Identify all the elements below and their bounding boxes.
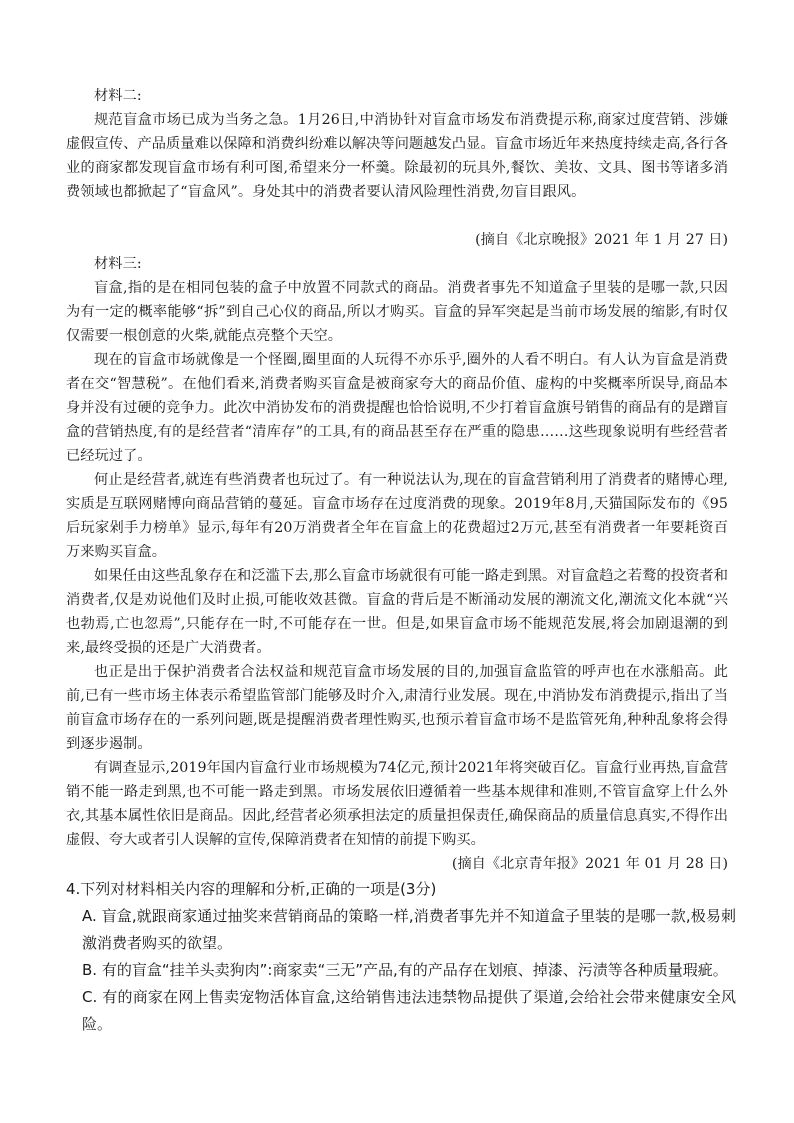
option-label: C.	[82, 988, 98, 1006]
material2-heading: 材料二:	[94, 88, 142, 104]
material3-paragraph: 如果任由这些乱象存在和泛滥下去,那么盲盒市场就很有可能一路走到黑。对盲盒趋之若鹜的投资者和消费者,仅是劝说他们及时止损,可能收效甚微。盲盒的背后是不断涌动发展的潮流文化,潮流文化本就“兴也勃焉,亡也忽焉”,只能存在一时,不可能存在一世。但是,如果盲盒市场不能规范发展,将会加剧退潮的到来,最终受损的还是广大消费者。	[66, 568, 728, 656]
option-label: A.	[82, 907, 97, 925]
material3-paragraph: 有调查显示,2019年国内盲盒行业市场规模为74亿元,预计2021年将突破百亿。盲盒行业再热,盲盒营销不能一路走到黑,也不可能一路走到黑。市场发展依旧遵循着一些基本规律和准则,不管盲盒穿上什么外衣,其基本属性依旧是商品。因此,经营者必须承担法定的质量担保责任,确保商品的质量信息真实,不得作出虚假、夸大或者引人误解的宣传,保障消费者在知情的前提下购买。	[66, 760, 728, 848]
option-b	[66, 957, 736, 984]
material3-paragraph: 何止是经营者,就连有些消费者也玩过了。有一种说法认为,现在的盲盒营销利用了消费者的赌博心理,实质是互联网赌博向商品营销的蔓延。盲盒市场存在过度消费的现象。2019年8月,天猫国际发布的《95后玩家剁手力榜单》显示,每年有20万消费者全年在盲盒上的花费超过2万元,甚至有消费者一年要耗资百万来购买盲盒。	[66, 472, 728, 560]
option-text: 有的商家在网上售卖宠物活体盲盒,这给销售违法违禁物品提供了渠道,会给社会带来健康安全风险。	[82, 988, 736, 1033]
option-text: 盲盒,就跟商家通过抽奖来营销商品的策略一样,消费者事先并不知道盒子里装的是哪一款,极易刺激消费者购买的欲望。	[82, 907, 736, 952]
option-c	[66, 984, 736, 1038]
material2-source: (摘自《北京晚报》2021 年 1 月 27 日)	[475, 232, 728, 248]
material3-paragraph: 也正是出于保护消费者合法权益和规范盲盒市场发展的目的,加强盲盒监管的呼声也在水涨船高。此前,已有一些市场主体表示希望监管部门能够及时介入,肃清行业发展。现在,中消协发布消费提示,指出了当前盲盒市场存在的一系列问题,既是提醒消费者理性购买,也预示着盲盒市场不是监管死角,种种乱象将会得到逐步遏制。	[66, 664, 728, 752]
question-4	[66, 876, 736, 1038]
question-stem: 4.下列对材料相关内容的理解和分析,正确的一项是(3分)	[66, 880, 437, 898]
option-label: B.	[82, 961, 98, 979]
material3-paragraph: 现在的盲盒市场就像是一个怪圈,圈里面的人玩得不亦乐乎,圈外的人看不明白。有人认为盲盒是消费者在交“智慧税”。在他们看来,消费者购买盲盒是被商家夸大的商品价值、虚构的中奖概率所误导,商品本身并没有过硬的竞争力。此次中消协发布的消费提醒也恰恰说明,不少打着盲盒旗号销售的商品有的是蹭盲盒的营销热度,有的是经营者“清库存”的工具,有的商品甚至存在严重的隐患……这些现象说明有些经营者已经玩过了。	[66, 352, 728, 464]
option-text: 有的盲盒“挂羊头卖狗肉”:商家卖“三无”产品,有的产品存在划痕、掉漆、污渍等各种质量瑕疵。	[101, 961, 728, 979]
option-a	[66, 903, 736, 957]
material2-paragraph: 规范盲盒市场已成为当务之急。1月26日,中消协针对盲盒市场发布消费提示称,商家过度营销、涉嫌虚假宣传、产品质量难以保障和消费纠纷难以解决等问题越发凸显。盲盒市场近年来热度持续走高,各行各业的商家都发现盲盒市场有利可图,希望来分一杯羹。除最初的玩具外,餐饮、美妆、文具、图书等诸多消费领域也都掀起了“盲盒风”。身处其中的消费者要认清风险理性消费,勿盲目跟风。	[66, 112, 728, 200]
material3-paragraph: 盲盒,指的是在相同包装的盒子中放置不同款式的商品。消费者事先不知道盒子里装的是哪一款,只因为有一定的概率能够“拆”到自己心仪的商品,所以才购买。盲盒的异军突起是当前市场发展的缩影,有时仅仅需要一根创意的火柴,就能点亮整个天空。	[66, 280, 728, 344]
material3-source: (摘自《北京青年报》2021 年 01 月 28 日)	[451, 856, 728, 872]
material3-heading: 材料三:	[94, 256, 142, 272]
